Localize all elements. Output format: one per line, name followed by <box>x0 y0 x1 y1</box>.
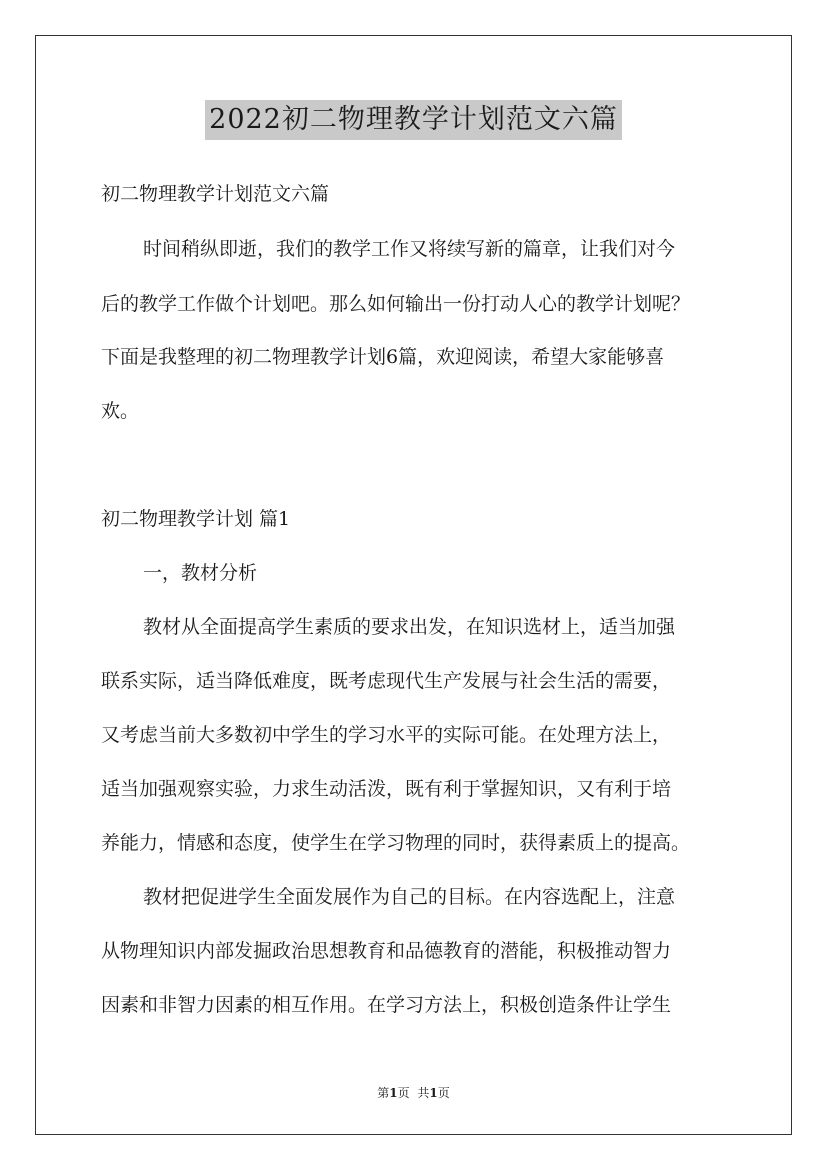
paragraph-line: 养能力，情感和态度，使学生在学习物理的同时，获得素质上的提高。 <box>101 832 691 854</box>
page-label-prefix: 第 <box>377 1086 390 1100</box>
paragraph-line: 后的教学工作做个计划吧。那么如何输出一份打动人心的教学计划呢？ <box>101 293 691 315</box>
paragraph-line: 教材从全面提高学生素质的要求出发，在知识选材上，适当加强 <box>143 616 676 638</box>
page-number: 1 <box>389 1086 398 1100</box>
total-label-suffix: 页 <box>437 1086 450 1100</box>
paragraph-line: 适当加强观察实验，力求生动活泼，既有利于掌握知识，又有利于培 <box>101 778 672 800</box>
subsection-heading: 一，教材分析 <box>143 562 258 584</box>
paragraph-line: 教材把促进学生全面发展作为自己的目标。在内容选配上，注意 <box>143 886 676 908</box>
paragraph-line: 又考虑当前大多数初中学生的学习水平的实际可能。在处理方法上， <box>101 724 672 746</box>
total-label-prefix: 共 <box>417 1086 430 1100</box>
paragraph-line: 下面是我整理的初二物理教学计划6篇，欢迎阅读，希望大家能够喜 <box>101 346 665 368</box>
paragraph-line: 欢。 <box>101 400 140 422</box>
document-title: 2022初二物理教学计划范文六篇 <box>205 100 622 140</box>
title-container <box>0 100 827 140</box>
section-subtitle: 初二物理教学计划范文六篇 <box>101 183 330 205</box>
section-heading: 初二物理教学计划 篇1 <box>101 508 291 530</box>
total-pages: 1 <box>429 1086 438 1100</box>
paragraph-line: 因素和非智力因素的相互作用。在学习方法上，积极创造条件让学生 <box>101 994 672 1016</box>
page-label-suffix: 页 <box>397 1086 410 1100</box>
paragraph-line: 联系实际，适当降低难度，既考虑现代生产发展与社会生活的需要， <box>101 670 672 692</box>
page-footer <box>0 1084 827 1101</box>
paragraph-line: 时间稍纵即逝，我们的教学工作又将续写新的篇章，让我们对今 <box>143 238 676 260</box>
paragraph-line: 从物理知识内部发掘政治思想教育和品德教育的潜能，积极推动智力 <box>101 940 672 962</box>
